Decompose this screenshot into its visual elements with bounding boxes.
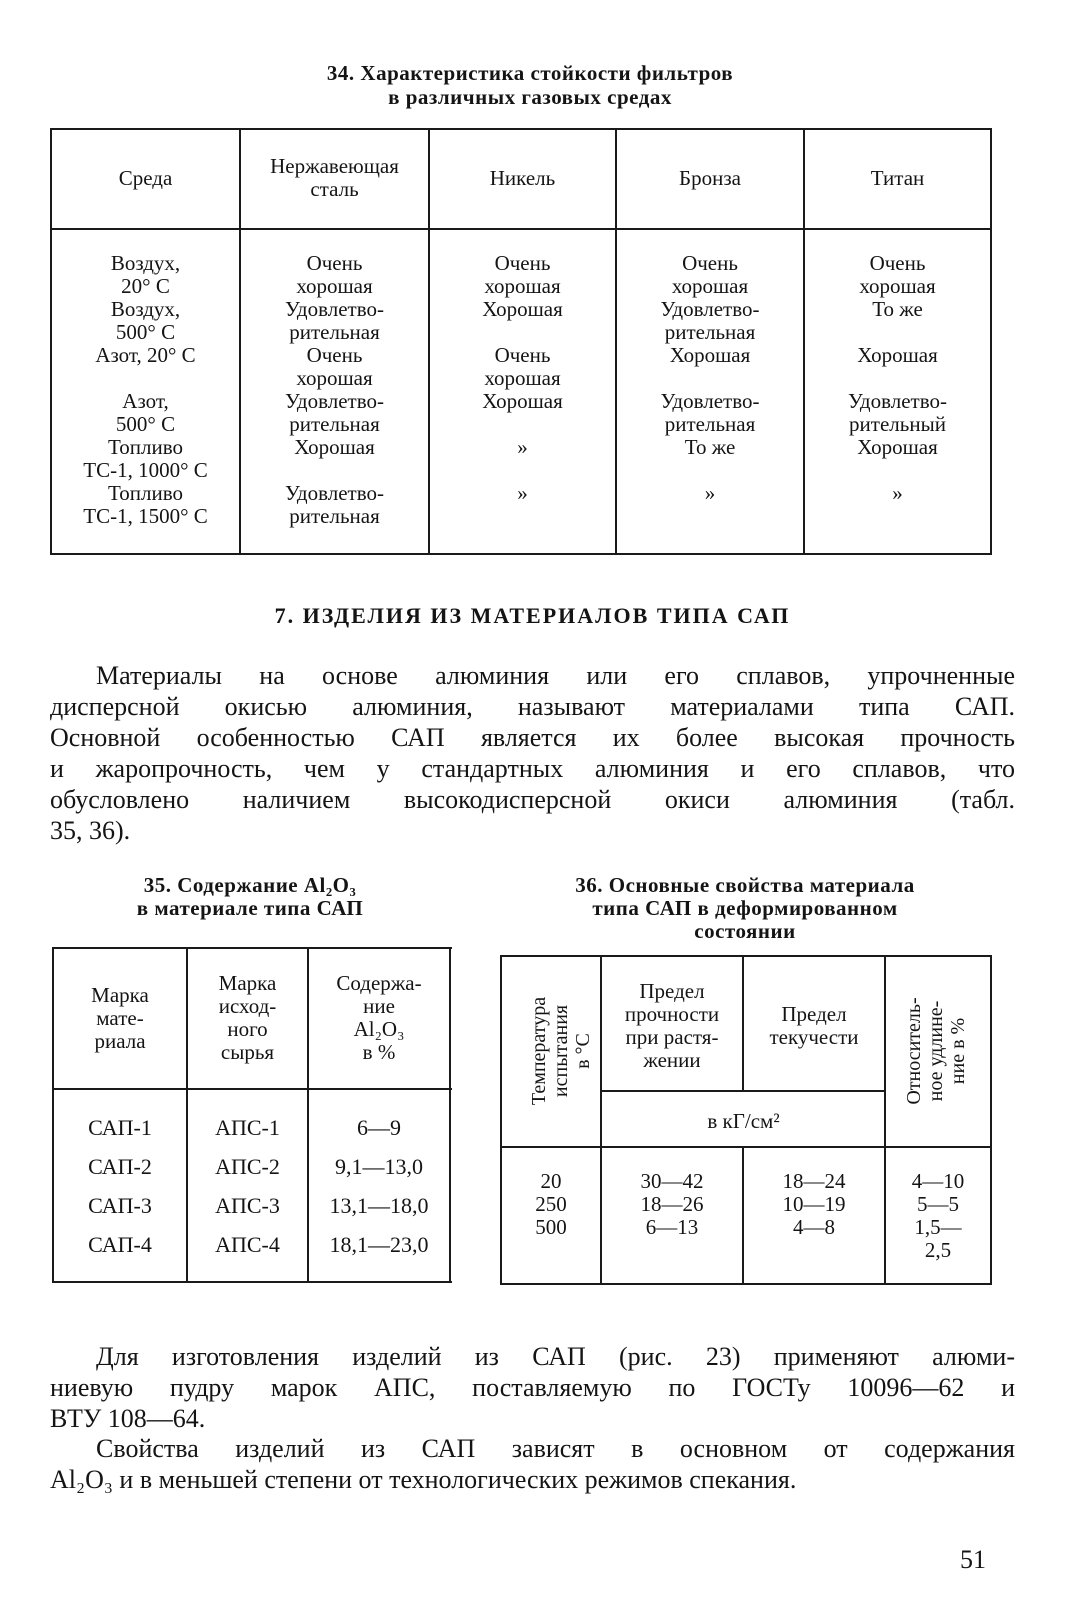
table-36-subheader-rule (602, 1090, 885, 1092)
table-35-cell: САП-2 (88, 1154, 152, 1179)
table-34-caption-line1: 34. Характеристика стойкости фильтров (326, 61, 734, 85)
table-34-bottom-rule (50, 553, 992, 555)
table-35-cell: АПС-4 (215, 1232, 280, 1257)
table-34-cell: То же (872, 297, 923, 321)
table-35-cell: АПС-1 (215, 1115, 280, 1140)
table-34-cell: » (892, 481, 903, 505)
table-34-cell: Очень (682, 251, 738, 275)
table-34-cell: Очень (494, 343, 551, 367)
table-34-cell: Воздух, (110, 251, 181, 275)
table-35-top-rule (52, 947, 452, 949)
table-36-strength-cell: 6—13 (645, 1215, 699, 1239)
paragraph-line: и жаропрочность, чем у стандартных алюминия и его сплавов, что (50, 754, 1015, 783)
table-35-cell: САП-3 (88, 1193, 152, 1218)
table-34-cell: » (517, 435, 528, 459)
paragraph-line: обусловлено наличием высокодисперсной окиси алюминия (табл. (50, 785, 1015, 814)
table-36-elongation-cell: 5—5 (917, 1192, 959, 1216)
table-36-border-right (990, 955, 992, 1285)
table-34-cell: рительная (664, 412, 756, 436)
table-34-cell: Хорошая (857, 343, 938, 367)
table-34-cell: Азот, (122, 389, 169, 413)
paragraph-line: ВТУ 108—64. (50, 1404, 206, 1433)
table-34-cell: Хорошая (482, 389, 563, 413)
table-34-cell: Воздух, (110, 297, 181, 321)
table-35-header-cell: Марка мате- риала (91, 982, 149, 1053)
table-34-cell: Топливо (108, 481, 183, 505)
table-34-cell: Удовлетво- (285, 297, 384, 321)
table-34-cell: рительная (289, 504, 380, 528)
table-34-border-right (990, 128, 992, 555)
table-34-cell: 20° С (121, 274, 170, 298)
table-35-cell: САП-1 (88, 1115, 152, 1140)
table-36-header-temperature (528, 986, 594, 1116)
table-34-cell: хорошая (859, 274, 936, 298)
section-title: 7. ИЗДЕЛИЯ ИЗ МАТЕРИАЛОВ ТИПА САП (274, 603, 791, 628)
table-35-cell: 9,1—13,0 (335, 1154, 423, 1179)
paragraph-line: Свойства изделий из САП зависят в основном от содержания (96, 1434, 1015, 1463)
section-intro-paragraph (50, 660, 1015, 846)
table-35-cell: АПС-3 (215, 1193, 280, 1218)
table-36-elongation-cell: 4—10 (911, 1169, 965, 1193)
table-34-header-cell: Нержавеющая сталь (270, 154, 399, 201)
paragraph-production (50, 1341, 1015, 1434)
table-36-strength-cell: 18—26 (640, 1192, 704, 1216)
table-34-cell: Очень (306, 251, 363, 275)
table-34-cell: Удовлетво- (285, 481, 384, 505)
paragraph-line: дисперсной окисью алюминия, называют материалами типа САП. (50, 692, 1015, 721)
table-35-cell: АПС-2 (215, 1154, 280, 1179)
table-34-header-rule (50, 228, 992, 230)
table-36-caption-line1: 36. Основные свойства материала (575, 873, 915, 897)
table-34-cell: ТС-1, 1500° С (83, 504, 208, 528)
table-34-header-cell: Среда (118, 165, 173, 190)
table-35-cell: САП-4 (88, 1232, 152, 1257)
table-34-cell: ТС-1, 1000° С (83, 458, 208, 482)
table-36-temperature-cell: 500 (535, 1215, 567, 1239)
table-34-cell: Удовлетво- (660, 297, 760, 321)
table-35-header-cell: Содержа- ние Al₂O₃ в % (336, 971, 422, 1064)
table-36-bottom-rule (500, 1283, 992, 1285)
table-35-header-cell: Марка исход- ного сырья (218, 971, 277, 1064)
table-36-header-units: в кГ/см² (707, 1109, 780, 1133)
table-36-temperature-cell: 20 (540, 1169, 562, 1193)
table-34-cell: рительный (849, 412, 946, 436)
table-36-header-temperature-text: Температура испытания в °С (528, 996, 594, 1106)
paragraph-line: ниевую пудру марок АПС, поставляемую по ГОСТу 10096—62 и (50, 1373, 1015, 1402)
table-34-cell: Очень (306, 343, 363, 367)
table-34-cell: 500° С (115, 320, 176, 344)
table-36-header-elongation (903, 987, 969, 1115)
table-36-yield-cell: 4—8 (793, 1215, 835, 1239)
table-34-header-cell: Бронза (679, 165, 741, 190)
table-36-header-yield: Предел текучести (769, 1002, 859, 1049)
paragraph-line: Al₂O₃ и в меньшей степени от технологических режимов спекания. (50, 1465, 797, 1494)
table-35-border-right (449, 947, 451, 1283)
table-34-cell: Азот, 20° С (95, 343, 196, 367)
table-36-yield-cell: 10—19 (782, 1192, 846, 1216)
table-34-cell: хорошая (296, 274, 373, 298)
table-35-cell: 18,1—23,0 (329, 1232, 429, 1257)
table-34-cell: хорошая (484, 366, 561, 390)
table-34-cell: рительная (289, 412, 380, 436)
table-36-top-rule (500, 955, 992, 957)
paragraph-line: Для изготовления изделий из САП (рис. 23) применяют алюми- (96, 1342, 1015, 1371)
table-34-cell: хорошая (296, 366, 373, 390)
table-36-header-strength: Предел прочности при растя- жении (624, 979, 720, 1072)
table-34-cell: Удовлетво- (285, 389, 384, 413)
paragraph-line: Материалы на основе алюминия или его сплавов, упрочненные (96, 661, 1015, 690)
table-34-cell: » (704, 481, 716, 505)
paragraph-line: Основной особенностью САП является их более высокая прочность (50, 723, 1015, 752)
table-34-cell: Топливо (108, 435, 183, 459)
table-35-header-rule (52, 1088, 452, 1090)
table-34-cell: 500° С (115, 412, 176, 436)
page-number: 51 (960, 1545, 986, 1574)
table-36-header-rule (500, 1146, 992, 1148)
table-34-cell: Очень (869, 251, 926, 275)
table-36-caption-line3: состоянии (694, 919, 796, 943)
table-34-cell: Хорошая (294, 435, 375, 459)
table-35-cell: 13,1—18,0 (329, 1193, 429, 1218)
table-36-elongation-cell: 1,5— (914, 1215, 962, 1239)
table-34-cell: То же (684, 435, 736, 459)
table-34-header-cell: Титан (870, 165, 925, 190)
table-36-strength-cell: 30—42 (640, 1169, 704, 1193)
table-34-cell: Хорошая (669, 343, 751, 367)
table-35-caption-line1: 35. Содержание Al₂O₃ (143, 873, 357, 897)
table-35-bottom-rule (52, 1281, 452, 1283)
table-34-cell: » (517, 481, 528, 505)
table-36-yield-cell: 18—24 (782, 1169, 846, 1193)
table-35-cell: 6—9 (357, 1115, 401, 1140)
table-34-cell: рительная (289, 320, 380, 344)
table-36-temperature-cell: 250 (535, 1192, 567, 1216)
table-36-elongation-cell: 2,5 (924, 1238, 952, 1262)
table-34-caption-line2: в различных газовых средах (388, 85, 672, 109)
table-34-cell: Удовлетво- (660, 389, 760, 413)
table-34-cell: рительная (664, 320, 756, 344)
table-34-cell: Очень (494, 251, 551, 275)
table-34-cell: Хорошая (482, 297, 563, 321)
table-35-caption-line2: в материале типа САП (136, 896, 364, 920)
table-34-cell: хорошая (484, 274, 561, 298)
table-34-cell: Удовлетво- (848, 389, 947, 413)
table-36-caption-line2: типа САП в деформированном (592, 896, 898, 920)
table-34-cell: Хорошая (857, 435, 938, 459)
paragraph-line: 35, 36). (50, 816, 131, 845)
table-36-header-elongation-text: Относитель- ное удлине- ние в % (903, 997, 969, 1105)
paragraph-properties (50, 1433, 1015, 1495)
table-34-top-rule (50, 128, 992, 130)
table-34-cell: хорошая (671, 274, 749, 298)
table-34-header-cell: Никель (489, 165, 556, 190)
